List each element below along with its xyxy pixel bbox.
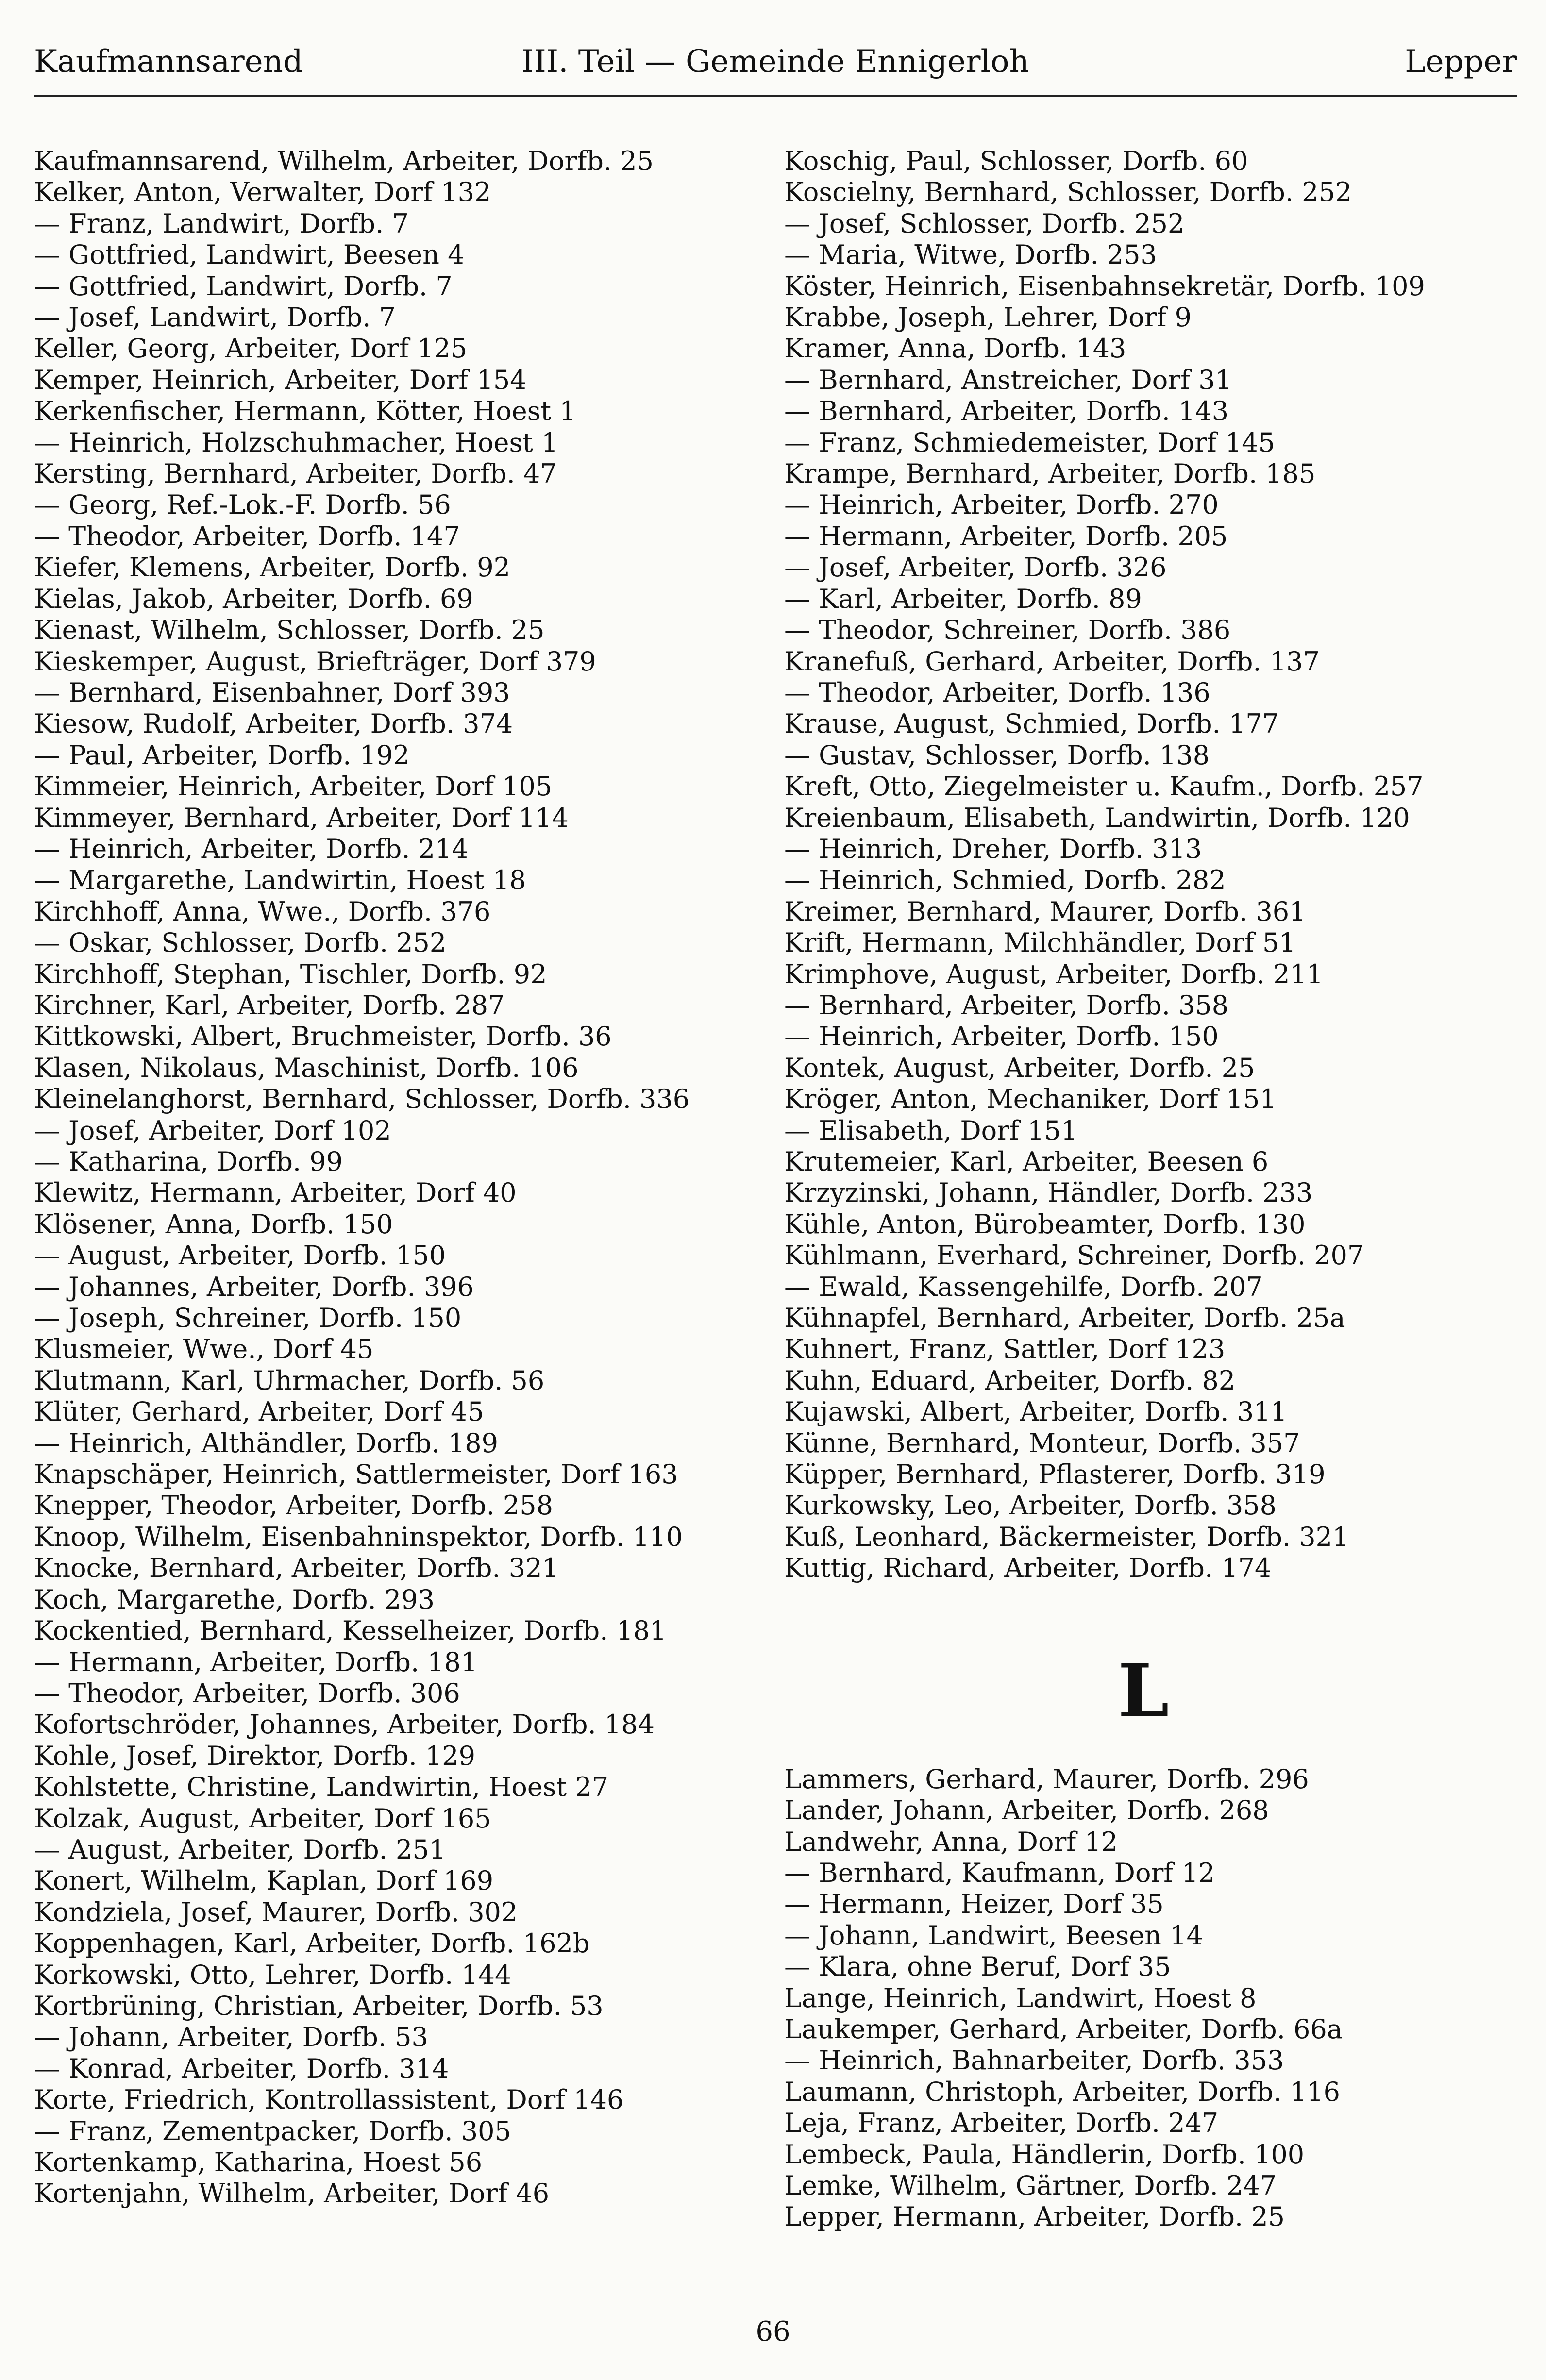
directory-entry: — Hermann, Arbeiter, Dorfb. 205: [784, 520, 1228, 552]
directory-entry: Lembeck, Paula, Händlerin, Dorfb. 100: [784, 2139, 1305, 2170]
directory-entry: Kurkowsky, Leo, Arbeiter, Dorfb. 358: [784, 1490, 1277, 1521]
directory-entry: Lander, Johann, Arbeiter, Dorfb. 268: [784, 1795, 1269, 1826]
directory-entry: — Klara, ohne Beruf, Dorf 35: [784, 1951, 1171, 1982]
directory-entry: Kreienbaum, Elisabeth, Landwirtin, Dorfb. 120: [784, 802, 1410, 833]
directory-entry: — Heinrich, Arbeiter, Dorfb. 150: [784, 1021, 1219, 1052]
directory-entry: — Johann, Arbeiter, Dorfb. 53: [34, 2022, 428, 2053]
directory-entry: Kortenjahn, Wilhelm, Arbeiter, Dorf 46: [34, 2178, 550, 2209]
directory-entry: Kersting, Bernhard, Arbeiter, Dorfb. 47: [34, 458, 557, 489]
directory-entry: — Georg, Ref.-Lok.-F. Dorfb. 56: [34, 489, 451, 520]
directory-entry: — Josef, Schlosser, Dorfb. 252: [784, 208, 1185, 239]
directory-entry: Kimmeier, Heinrich, Arbeiter, Dorf 105: [34, 771, 553, 802]
directory-entry: — Theodor, Arbeiter, Dorfb. 306: [34, 1677, 460, 1709]
directory-entry: Kühlmann, Everhard, Schreiner, Dorfb. 207: [784, 1240, 1364, 1271]
directory-entry: — Hermann, Arbeiter, Dorfb. 181: [34, 1646, 478, 1677]
directory-entry: Kreft, Otto, Ziegelmeister u. Kaufm., Dorfb. 257: [784, 771, 1424, 802]
directory-entry: Kiefer, Klemens, Arbeiter, Dorfb. 92: [34, 552, 510, 583]
directory-entry: Laumann, Christoph, Arbeiter, Dorfb. 116: [784, 2076, 1340, 2107]
directory-entry: Knepper, Theodor, Arbeiter, Dorfb. 258: [34, 1490, 553, 1521]
directory-entry: Klösener, Anna, Dorfb. 150: [34, 1208, 393, 1240]
directory-entry: Krutemeier, Karl, Arbeiter, Beesen 6: [784, 1146, 1269, 1177]
directory-entry: Kienast, Wilhelm, Schlosser, Dorfb. 25: [34, 615, 545, 646]
directory-entry: Lange, Heinrich, Landwirt, Hoest 8: [784, 1982, 1257, 2013]
directory-entry: Kontek, August, Arbeiter, Dorfb. 25: [784, 1052, 1255, 1083]
directory-entry: — Franz, Zementpacker, Dorfb. 305: [34, 2115, 511, 2146]
directory-entry: Klüter, Gerhard, Arbeiter, Dorf 45: [34, 1396, 484, 1427]
directory-entry: — Heinrich, Bahnarbeiter, Dorfb. 353: [784, 2045, 1284, 2076]
directory-entry: — Heinrich, Holzschuhmacher, Hoest 1: [34, 427, 558, 458]
directory-entry: Kimmeyer, Bernhard, Arbeiter, Dorf 114: [34, 802, 569, 833]
directory-entry: Korkowski, Otto, Lehrer, Dorfb. 144: [34, 1959, 512, 1990]
directory-entry: — Johannes, Arbeiter, Dorfb. 396: [34, 1271, 474, 1302]
header-right-keyword: Lepper: [1405, 44, 1517, 80]
directory-entry: — Oskar, Schlosser, Dorfb. 252: [34, 927, 447, 958]
section-letter-heading: L: [1118, 1648, 1169, 1734]
directory-entry: — Heinrich, Althändler, Dorfb. 189: [34, 1427, 498, 1458]
directory-entry: — Heinrich, Arbeiter, Dorfb. 270: [784, 489, 1219, 520]
directory-entry: Klewitz, Hermann, Arbeiter, Dorf 40: [34, 1177, 517, 1208]
directory-entry: Laukemper, Gerhard, Arbeiter, Dorfb. 66a: [784, 2013, 1343, 2045]
directory-entry: Krift, Hermann, Milchhändler, Dorf 51: [784, 927, 1296, 958]
directory-entry: Kortenkamp, Katharina, Hoest 56: [34, 2147, 483, 2178]
directory-entry: Leja, Franz, Arbeiter, Dorfb. 247: [784, 2108, 1219, 2139]
directory-entry: Kieskemper, August, Briefträger, Dorf 379: [34, 646, 596, 677]
directory-entry: Kortbrüning, Christian, Arbeiter, Dorfb. 53: [34, 1990, 604, 2021]
directory-entry: — Heinrich, Schmied, Dorfb. 282: [784, 865, 1226, 896]
directory-entry: Küpper, Bernhard, Pflasterer, Dorfb. 319: [784, 1459, 1326, 1490]
directory-entry: Kemper, Heinrich, Arbeiter, Dorf 154: [34, 364, 527, 395]
directory-entry: — August, Arbeiter, Dorfb. 150: [34, 1240, 446, 1271]
directory-entry: Koch, Margarethe, Dorfb. 293: [34, 1584, 435, 1615]
directory-entry: Lemke, Wilhelm, Gärtner, Dorfb. 247: [784, 2170, 1277, 2201]
directory-entry: — Gustav, Schlosser, Dorfb. 138: [784, 739, 1210, 771]
directory-entry: — Hermann, Heizer, Dorf 35: [784, 1889, 1164, 1920]
directory-entry: Kielas, Jakob, Arbeiter, Dorfb. 69: [34, 583, 473, 614]
left-column: [34, 146, 753, 2210]
directory-entry: Koschig, Paul, Schlosser, Dorfb. 60: [784, 146, 1248, 176]
directory-entry: Kujawski, Albert, Arbeiter, Dorfb. 311: [784, 1396, 1287, 1427]
directory-entry: Konert, Wilhelm, Kaplan, Dorf 169: [34, 1865, 494, 1896]
directory-entry: — Gottfried, Landwirt, Beesen 4: [34, 239, 465, 270]
directory-entry: Kühnapfel, Bernhard, Arbeiter, Dorfb. 25a: [784, 1303, 1345, 1334]
right-column-l-entries: [784, 1764, 1503, 2233]
directory-entry: Klasen, Nikolaus, Maschinist, Dorfb. 106: [34, 1052, 579, 1083]
directory-entry: Kröger, Anton, Mechaniker, Dorf 151: [784, 1084, 1277, 1115]
directory-entry: Landwehr, Anna, Dorf 12: [784, 1826, 1118, 1857]
directory-entry: Kramer, Anna, Dorfb. 143: [784, 333, 1126, 364]
directory-entry: — Paul, Arbeiter, Dorfb. 192: [34, 739, 410, 771]
directory-entry: — Josef, Arbeiter, Dorfb. 326: [784, 552, 1167, 583]
directory-entry: — Franz, Schmiedemeister, Dorf 145: [784, 427, 1276, 458]
directory-entry: Kirchhoff, Stephan, Tischler, Dorfb. 92: [34, 958, 547, 989]
directory-entry: Krimphove, August, Arbeiter, Dorfb. 211: [784, 958, 1324, 989]
directory-entry: Klusmeier, Wwe., Dorf 45: [34, 1334, 374, 1365]
directory-entry: — Maria, Witwe, Dorfb. 253: [784, 239, 1157, 270]
directory-entry: Kohlstette, Christine, Landwirtin, Hoest 27: [34, 1772, 609, 1803]
directory-entry: — Elisabeth, Dorf 151: [784, 1115, 1078, 1146]
directory-entry: Knocke, Bernhard, Arbeiter, Dorfb. 321: [34, 1553, 559, 1584]
directory-entry: — Heinrich, Dreher, Dorfb. 313: [784, 833, 1202, 864]
right-column: [784, 146, 1503, 2233]
directory-entry: Koscielny, Bernhard, Schlosser, Dorfb. 252: [784, 177, 1352, 208]
directory-entry: Kofortschröder, Johannes, Arbeiter, Dorfb. 184: [34, 1709, 655, 1740]
directory-entry: Kirchner, Karl, Arbeiter, Dorfb. 287: [34, 989, 505, 1021]
directory-entry: Krause, August, Schmied, Dorfb. 177: [784, 708, 1279, 739]
directory-entry: Kittkowski, Albert, Bruchmeister, Dorfb. 36: [34, 1021, 612, 1052]
directory-entry: Krzyzinski, Johann, Händler, Dorfb. 233: [784, 1177, 1313, 1208]
directory-entry: Kuhnert, Franz, Sattler, Dorf 123: [784, 1334, 1226, 1365]
directory-entry: — Gottfried, Landwirt, Dorfb. 7: [34, 270, 453, 302]
directory-entry: — Josef, Landwirt, Dorfb. 7: [34, 302, 396, 333]
directory-entry: Kleinelanghorst, Bernhard, Schlosser, Dorfb. 336: [34, 1084, 690, 1115]
directory-entry: — Theodor, Arbeiter, Dorfb. 136: [784, 677, 1210, 708]
directory-entry: Krabbe, Joseph, Lehrer, Dorf 9: [784, 302, 1192, 333]
directory-entry: — Bernhard, Arbeiter, Dorfb. 143: [784, 396, 1229, 427]
directory-entry: Knoop, Wilhelm, Eisenbahninspektor, Dorfb. 110: [34, 1521, 683, 1552]
directory-entry: Kühle, Anton, Bürobeamter, Dorfb. 130: [784, 1208, 1306, 1240]
directory-entry: Kerkenfischer, Hermann, Kötter, Hoest 1: [34, 396, 576, 427]
header-left-keyword: Kaufmannsarend: [34, 44, 303, 80]
directory-entry: Kiesow, Rudolf, Arbeiter, Dorfb. 374: [34, 708, 513, 739]
directory-entry: — Josef, Arbeiter, Dorf 102: [34, 1115, 391, 1146]
directory-entry: Künne, Bernhard, Monteur, Dorfb. 357: [784, 1427, 1300, 1458]
page-number: 66: [756, 2316, 790, 2347]
directory-entry: — Bernhard, Kaufmann, Dorf 12: [784, 1857, 1215, 1888]
directory-entry: — Theodor, Schreiner, Dorfb. 386: [784, 615, 1231, 646]
right-column-k-entries: [784, 146, 1503, 1584]
directory-entry: Kondziela, Josef, Maurer, Dorfb. 302: [34, 1896, 518, 1927]
directory-entry: Kuhn, Eduard, Arbeiter, Dorfb. 82: [784, 1365, 1236, 1396]
directory-entry: Kreimer, Bernhard, Maurer, Dorfb. 361: [784, 896, 1306, 927]
directory-entry: Koppenhagen, Karl, Arbeiter, Dorfb. 162b: [34, 1928, 590, 1959]
directory-entry: — Ewald, Kassengehilfe, Dorfb. 207: [784, 1271, 1263, 1302]
directory-entry: — Heinrich, Arbeiter, Dorfb. 214: [34, 833, 469, 864]
directory-entry: — Theodor, Arbeiter, Dorfb. 147: [34, 520, 460, 552]
directory-entry: — August, Arbeiter, Dorfb. 251: [34, 1834, 446, 1865]
directory-entry: Kranefuß, Gerhard, Arbeiter, Dorfb. 137: [784, 646, 1320, 677]
directory-entry: Klutmann, Karl, Uhrmacher, Dorfb. 56: [34, 1365, 545, 1396]
directory-entry: Kirchhoff, Anna, Wwe., Dorfb. 376: [34, 896, 491, 927]
directory-entry: Kuttig, Richard, Arbeiter, Dorfb. 174: [784, 1553, 1272, 1584]
directory-entry: Kuß, Leonhard, Bäckermeister, Dorfb. 321: [784, 1521, 1349, 1552]
directory-entry: — Bernhard, Anstreicher, Dorf 31: [784, 364, 1232, 395]
directory-entry: — Joseph, Schreiner, Dorfb. 150: [34, 1303, 462, 1334]
directory-entry: Kohle, Josef, Direktor, Dorfb. 129: [34, 1740, 476, 1771]
directory-entry: — Johann, Landwirt, Beesen 14: [784, 1920, 1203, 1951]
directory-entry: Kelker, Anton, Verwalter, Dorf 132: [34, 177, 491, 208]
directory-entry: Krampe, Bernhard, Arbeiter, Dorfb. 185: [784, 458, 1316, 489]
directory-entry: Korte, Friedrich, Kontrollassistent, Dorf 146: [34, 2084, 624, 2115]
directory-entry: Kolzak, August, Arbeiter, Dorf 165: [34, 1803, 491, 1834]
directory-entry: — Konrad, Arbeiter, Dorfb. 314: [34, 2053, 449, 2084]
directory-entry: Lammers, Gerhard, Maurer, Dorfb. 296: [784, 1763, 1309, 1794]
directory-entry: — Karl, Arbeiter, Dorfb. 89: [784, 583, 1142, 614]
directory-entry: Kockentied, Bernhard, Kesselheizer, Dorfb. 181: [34, 1615, 667, 1646]
directory-entry: — Franz, Landwirt, Dorfb. 7: [34, 208, 409, 239]
header-divider: [34, 95, 1517, 97]
directory-entry: Köster, Heinrich, Eisenbahnsekretär, Dorfb. 109: [784, 270, 1425, 302]
directory-entry: Kaufmannsarend, Wilhelm, Arbeiter, Dorfb. 25: [34, 146, 654, 176]
directory-entry: — Katharina, Dorfb. 99: [34, 1146, 343, 1177]
directory-entry: Keller, Georg, Arbeiter, Dorf 125: [34, 333, 468, 364]
directory-entry: — Bernhard, Eisenbahner, Dorf 393: [34, 677, 510, 708]
directory-entry: Lepper, Hermann, Arbeiter, Dorfb. 25: [784, 2201, 1285, 2232]
directory-entry: — Margarethe, Landwirtin, Hoest 18: [34, 865, 526, 896]
directory-entry: — Bernhard, Arbeiter, Dorfb. 358: [784, 989, 1229, 1021]
header-section-title: III. Teil — Gemeinde Ennigerloh: [521, 44, 1029, 80]
directory-entry: Knapschäper, Heinrich, Sattlermeister, Dorf 163: [34, 1459, 678, 1490]
